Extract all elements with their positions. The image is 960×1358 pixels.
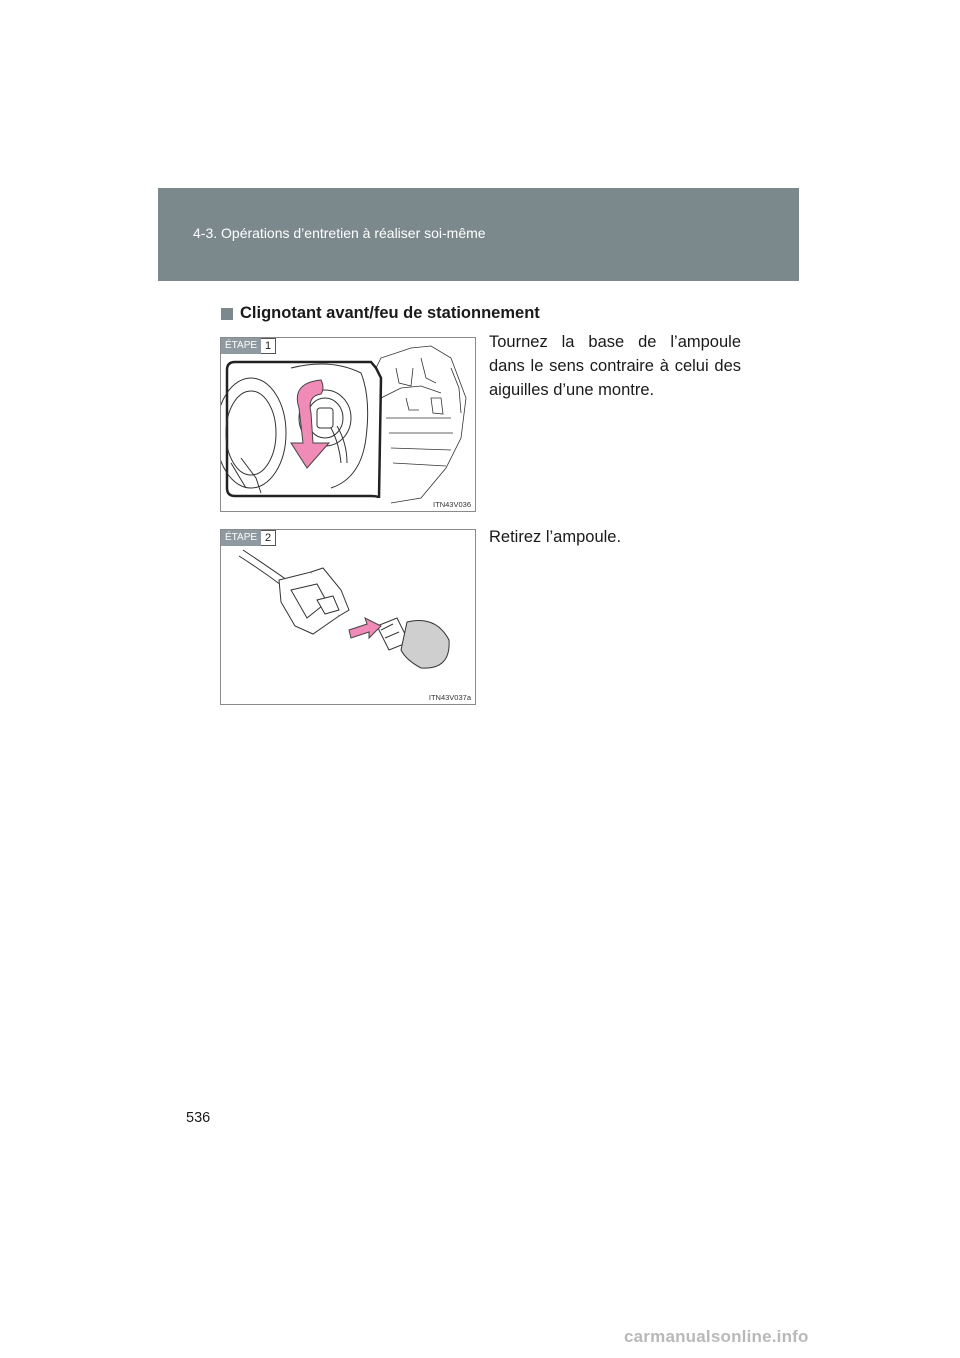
step-2-badge bbox=[221, 530, 276, 546]
step-1-number: 1 bbox=[261, 338, 276, 354]
step-2-illustration bbox=[220, 529, 476, 705]
step-1-badge bbox=[221, 338, 276, 354]
section-title bbox=[221, 304, 540, 323]
watermark: carmanualsonline.info bbox=[624, 1327, 809, 1346]
section-title-text: Clignotant avant/feu de stationnement bbox=[240, 304, 540, 322]
step-1-instruction: Tournez la base de l’ampoule dans le sens contraire à celui des aiguilles d’une montre. bbox=[489, 333, 741, 399]
step-1-figure-code: ITN43V036 bbox=[433, 500, 471, 509]
chapter-header bbox=[158, 188, 799, 281]
square-bullet-icon bbox=[221, 308, 233, 320]
step-1-illustration bbox=[220, 337, 476, 512]
headlamp-bulb-rotate-drawing bbox=[221, 338, 475, 511]
chapter-title: 4-3. Opérations d’entretien à réaliser soi-même bbox=[193, 225, 486, 241]
step-2-instruction: Retirez l’ampoule. bbox=[489, 528, 622, 546]
step-2-label: ÉTAPE bbox=[221, 530, 261, 546]
bulb-removal-drawing bbox=[221, 530, 475, 704]
page-number: 536 bbox=[186, 1110, 211, 1126]
step-2-number: 2 bbox=[261, 530, 276, 546]
step-1-label: ÉTAPE bbox=[221, 338, 261, 354]
step-2-figure-code: ITN43V037a bbox=[428, 693, 471, 702]
